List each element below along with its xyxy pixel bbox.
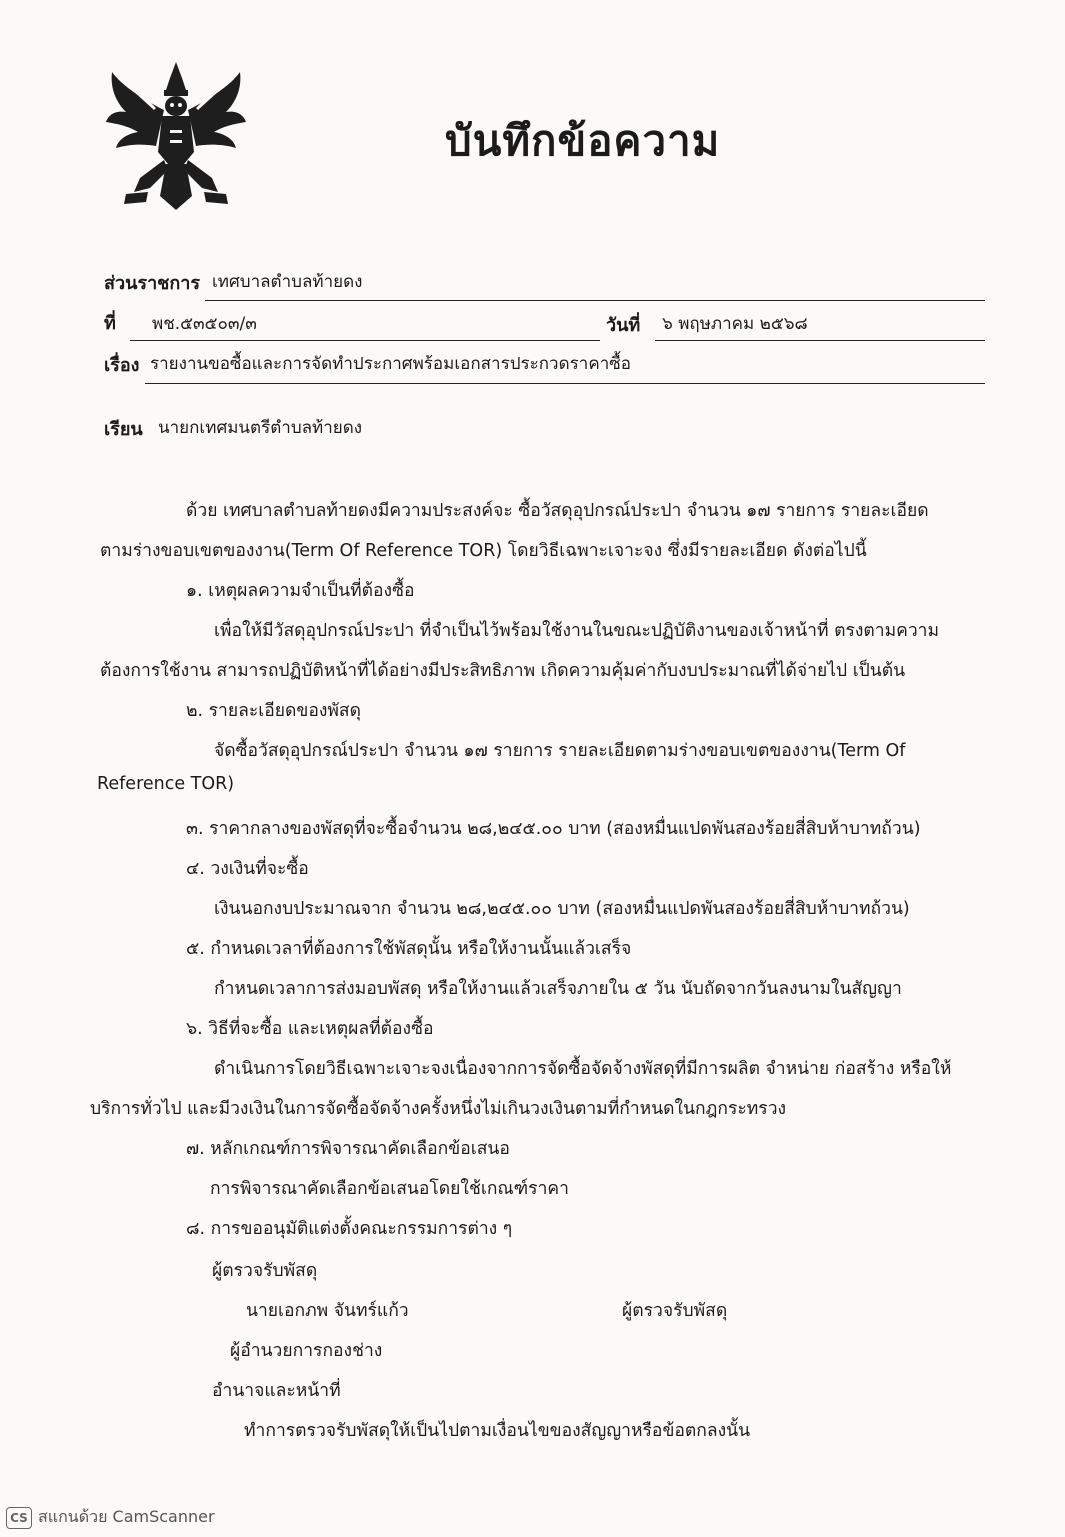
section-2-text-2: Reference TOR) [97, 774, 235, 794]
section-5-heading: ๕. กำหนดเวลาที่ต้องการใช้พัสดุนั้น หรือให้งานนั้นแล้วเสร็จ [186, 939, 632, 959]
section-6-text-2: บริการทั่วไป และมีวงเงินในการจัดซื้อจัดจ้างครั้งหนึ่งไม่เกินวงเงินตามที่กำหนดในกฎกระทรวง [90, 1099, 787, 1119]
section-3-line: ๓. ราคากลางของพัสดุที่จะซื้อจำนวน ๒๘,๒๔๕.๐๐ บาท (สองหมื่นแปดพันสองร้อยสี่สิบห้าบาทถ้วน) [186, 819, 921, 839]
memo-title: บันทึกข้อความ [445, 116, 721, 165]
subject-value: รายงานขอซื้อและการจัดทำประกาศพร้อมเอกสารประกวดราคาซื้อ [150, 354, 631, 374]
to-label: เรียน [104, 419, 143, 440]
section-8-heading: ๘. การขออนุมัติแต่งตั้งคณะกรรมการต่าง ๆ [186, 1219, 513, 1239]
ref-rule [130, 340, 600, 341]
section-6-text-1: ดำเนินการโดยวิธีเฉพาะเจาะจงเนื่องจากการจัดซื้อจัดจ้างพัสดุที่มีการผลิต จำหน่าย ก่อสร้าง หรือให้ [214, 1059, 952, 1079]
committee-member-role: ผู้ตรวจรับพัสดุ [622, 1301, 728, 1321]
section-4-text: เงินนอกงบประมาณจาก จำนวน ๒๘,๒๔๕.๐๐ บาท (สองหมื่นแปดพันสองร้อยสี่สิบห้าบาทถ้วน) [214, 899, 910, 919]
committee-member-name: นายเอกภพ จันทร์แก้ว [246, 1301, 409, 1321]
section-8-subheading: ผู้ตรวจรับพัสดุ [212, 1261, 318, 1281]
duty-heading: อำนาจและหน้าที่ [212, 1381, 341, 1401]
section-4-heading: ๔. วงเงินที่จะซื้อ [186, 859, 309, 879]
section-1-heading: ๑. เหตุผลความจำเป็นที่ต้องซื้อ [186, 581, 415, 601]
date-rule [655, 340, 985, 341]
scanner-watermark-text: สแกนด้วย CamScanner [38, 1507, 215, 1526]
ref-label: ที่ [104, 313, 116, 334]
department-label: ส่วนราชการ [104, 273, 201, 294]
date-label: วันที่ [606, 315, 641, 336]
camscanner-logo-icon: CS [6, 1507, 32, 1529]
section-2-heading: ๒. รายละเอียดของพัสดุ [186, 701, 361, 721]
date-value: ๖ พฤษภาคม ๒๕๖๘ [662, 314, 808, 334]
committee-member-position: ผู้อำนวยการกองช่าง [230, 1341, 383, 1361]
ref-number: พช.๕๓๕๐๓/๓ [152, 314, 257, 334]
intro-line-2: ตามร่างขอบเขตของงาน(Term Of Reference TOR) โดยวิธีเฉพาะเจาะจง ซึ่งมีรายละเอียด ดังต่อไปนี้ [100, 541, 867, 561]
department-value: เทศบาลตำบลท้ายดง [212, 272, 363, 292]
department-rule [205, 300, 985, 301]
scanner-watermark [6, 1505, 215, 1530]
to-value: นายกเทศมนตรีตำบลท้ายดง [158, 418, 363, 438]
duty-text: ทำการตรวจรับพัสดุให้เป็นไปตามเงื่อนไขของสัญญาหรือข้อตกลงนั้น [244, 1421, 751, 1441]
garuda-emblem-icon [104, 60, 248, 212]
subject-label: เรื่อง [104, 355, 140, 376]
subject-rule [145, 383, 985, 384]
section-7-text: การพิจารณาคัดเลือกข้อเสนอโดยใช้เกณฑ์ราคา [210, 1179, 569, 1199]
section-2-text-1: จัดซื้อวัสดุอุปกรณ์ประปา จำนวน ๑๗ รายการ รายละเอียดตามร่างขอบเขตของงาน(Term Of [214, 741, 906, 761]
intro-line-1: ด้วย เทศบาลตำบลท้ายดงมีความประสงค์จะ ซื้อวัสดุอุปกรณ์ประปา จำนวน ๑๗ รายการ รายละเอียด [186, 501, 929, 521]
section-7-heading: ๗. หลักเกณฑ์การพิจารณาคัดเลือกข้อเสนอ [186, 1139, 510, 1159]
section-1-text-2: ต้องการใช้งาน สามารถปฏิบัติหน้าที่ได้อย่างมีประสิทธิภาพ เกิดความคุ้มค่ากับงบประมาณที่ได้จ่ายไป เป็นต้น [100, 661, 906, 681]
section-6-heading: ๖. วิธีที่จะซื้อ และเหตุผลที่ต้องซื้อ [186, 1019, 434, 1039]
section-5-text: กำหนดเวลาการส่งมอบพัสดุ หรือให้งานแล้วเสร็จภายใน ๕ วัน นับถัดจากวันลงนามในสัญญา [214, 979, 902, 999]
section-1-text-1: เพื่อให้มีวัสดุอุปกรณ์ประปา ที่จำเป็นไว้พร้อมใช้งานในขณะปฏิบัติงานของเจ้าหน้าที่ ตรงตามความ [214, 621, 940, 641]
